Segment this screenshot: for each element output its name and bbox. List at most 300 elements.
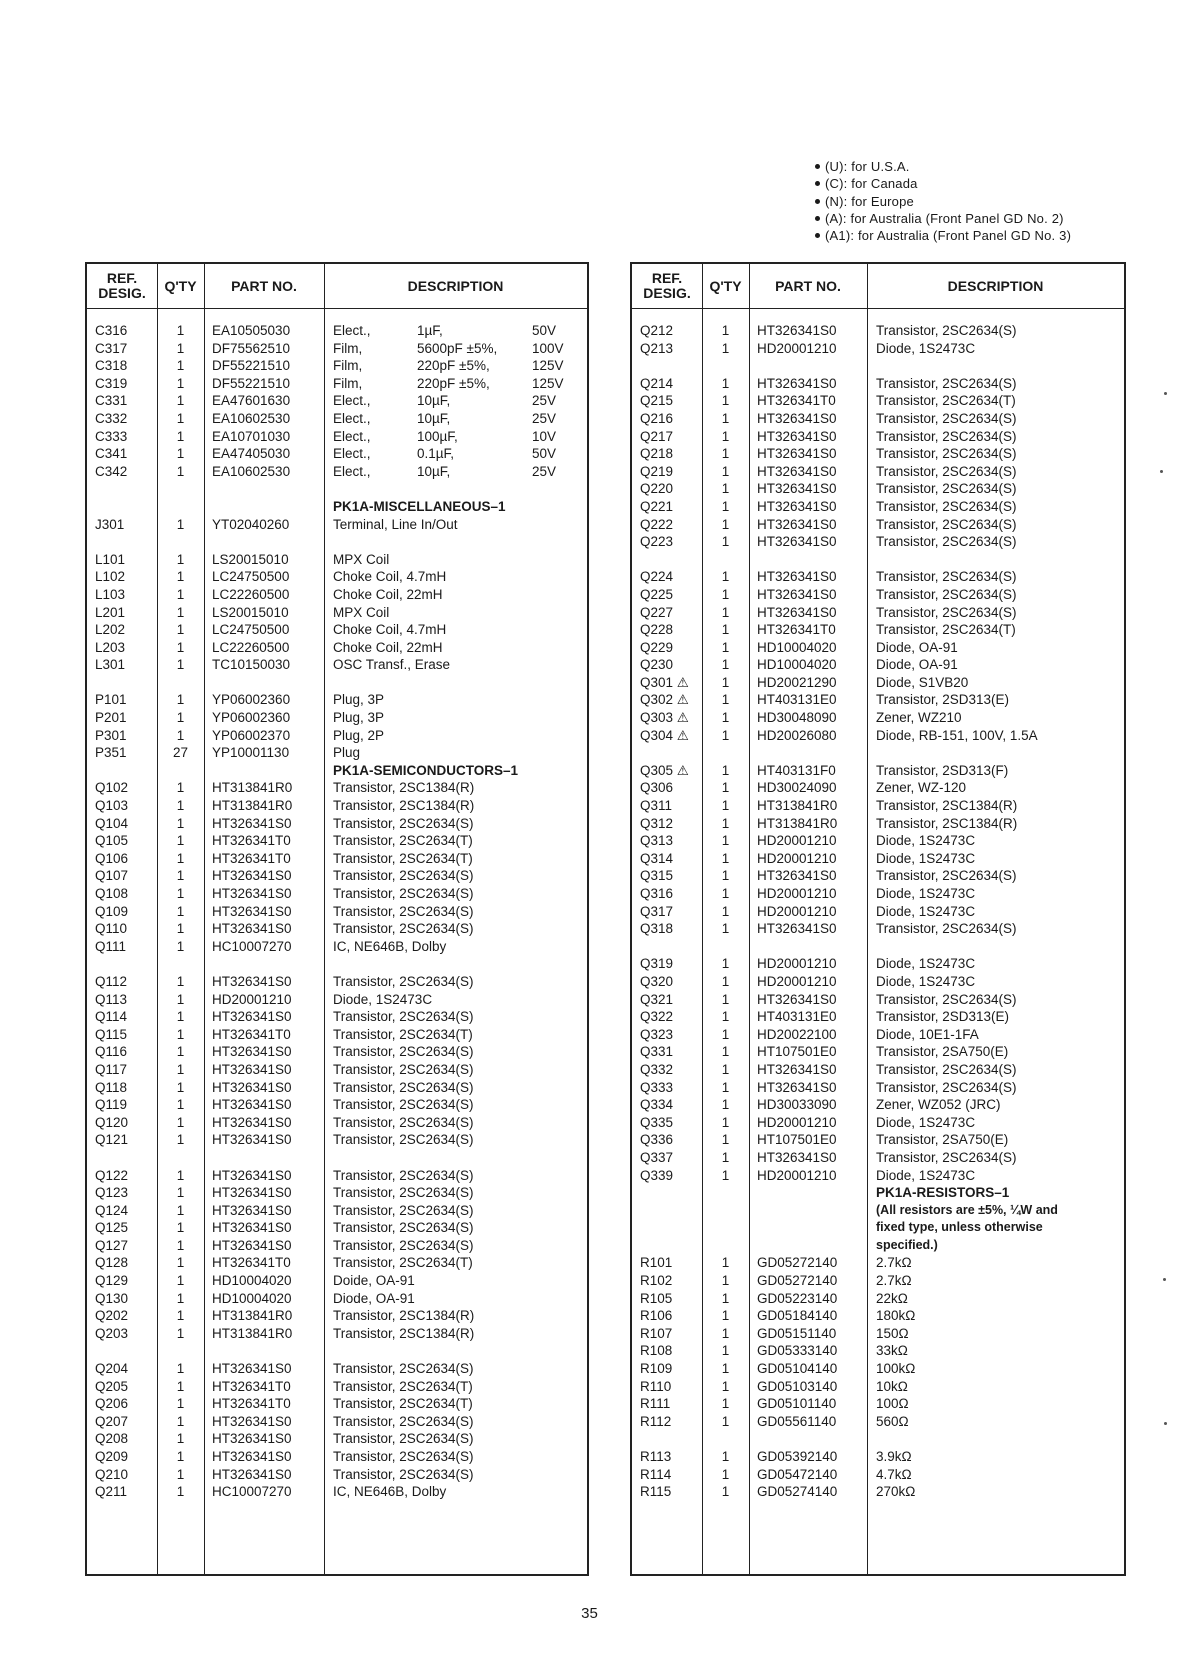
cell-part-no: LC22260500 (212, 586, 290, 602)
cell-qty: 1 (176, 639, 185, 655)
cell-qty: 1 (176, 1431, 185, 1447)
cell-ref-desig: R108 (640, 1343, 673, 1359)
cell-description: Elect., (333, 323, 371, 338)
cell-ref-desig: Q115 (95, 1026, 128, 1042)
cell-part-no: GD05472140 (757, 1466, 838, 1482)
cell-ref-desig: Q124 (95, 1202, 129, 1218)
cell-qty: 1 (721, 569, 730, 585)
cell-qty: 1 (176, 1378, 185, 1394)
cell-ref-desig: R102 (640, 1273, 673, 1289)
table-row (87, 340, 587, 358)
table-spacer-row (87, 674, 587, 692)
cell-ref-desig: P101 (95, 692, 127, 708)
table-spacer-row (87, 480, 587, 498)
cell-qty: 1 (176, 604, 185, 620)
cell-description: Zener, WZ052 (JRC) (876, 1097, 1001, 1113)
cell-ref-desig: R106 (640, 1308, 673, 1324)
cell-part-no: HT107501E0 (757, 1132, 837, 1148)
cell-ref-desig: Q212 (640, 323, 674, 338)
cell-qty: 1 (176, 710, 185, 726)
table-row (632, 1043, 1124, 1061)
cell-qty: 1 (721, 604, 730, 620)
table-row (87, 903, 587, 921)
cell-qty: 1 (176, 1220, 185, 1236)
table-row (632, 797, 1124, 815)
table-row (87, 1167, 587, 1185)
cell-ref-desig: L202 (95, 622, 126, 638)
cell-part-no: HT326341T0 (212, 833, 291, 849)
cell-part-no: LC22260500 (212, 639, 290, 655)
cell-qty: 1 (176, 1484, 185, 1500)
rows-left (87, 322, 587, 1501)
cell-ref-desig: Q203 (95, 1325, 129, 1341)
cell-part-no: HD30024090 (757, 780, 837, 796)
cell-description: Transistor, 2SC2634(S) (333, 921, 474, 937)
cell-rating: 25V (532, 463, 557, 479)
table-row (87, 1413, 587, 1431)
cell-part-no: HD20001210 (757, 956, 837, 972)
cell-qty: 1 (721, 340, 730, 356)
table-row (87, 1202, 587, 1220)
cell-part-no: HD10004020 (757, 657, 837, 673)
cell-qty: 1 (721, 903, 730, 919)
cell-ref-desig: L101 (95, 551, 126, 567)
table-row (632, 1378, 1124, 1396)
cell-part-no: HT313841R0 (212, 798, 293, 814)
cell-part-no: GD05223140 (757, 1290, 838, 1306)
cell-ref-desig: Q339 (640, 1167, 674, 1183)
cell-description: Transistor, 2SC1384(R) (333, 1325, 475, 1341)
table-row (632, 815, 1124, 833)
cell-part-no: GD05272140 (757, 1255, 838, 1271)
cell-description: fixed type, unless otherwise (876, 1220, 1043, 1235)
table-row (632, 392, 1124, 410)
cell-rating: 25V (532, 393, 557, 409)
cell-part-no: EA10505030 (212, 323, 291, 338)
cell-description: MPX Coil (333, 604, 390, 620)
cell-description: Transistor, 2SC2634(S) (876, 534, 1017, 550)
cell-qty: 1 (176, 1308, 185, 1324)
cell-qty: 1 (176, 323, 185, 338)
cell-part-no: HT326341S0 (212, 1431, 292, 1447)
cell-ref-desig: C332 (95, 410, 128, 426)
cell-qty: 1 (176, 1466, 185, 1482)
cell-part-no: HT326341S0 (757, 446, 837, 462)
cell-ref-desig: R107 (640, 1325, 673, 1341)
cell-description: Transistor, 2SC2634(S) (333, 1061, 474, 1077)
cell-description: Transistor, 2SC2634(S) (333, 1167, 474, 1183)
table-row (87, 1043, 587, 1061)
table-row (632, 568, 1124, 586)
table-row (632, 991, 1124, 1009)
cell-qty: 1 (176, 1079, 185, 1095)
cell-ref-desig: L301 (95, 657, 126, 673)
cell-description: Diode, 1S2473C (876, 850, 976, 866)
table-row (632, 1184, 1124, 1202)
cell-ref-desig: Q109 (95, 903, 129, 919)
cell-qty: 1 (176, 798, 185, 814)
cell-qty: 1 (721, 692, 730, 708)
cell-part-no: HT326341S0 (757, 991, 837, 1007)
cell-description: Transistor, 2SC2634(S) (876, 375, 1017, 391)
cell-value: 1µF, (417, 323, 443, 338)
cell-ref-desig: Q313 (640, 833, 674, 849)
rows-right (632, 322, 1124, 1501)
table-row (87, 586, 587, 604)
cell-description: 180kΩ (876, 1308, 916, 1324)
cell-ref-desig: Q217 (640, 428, 674, 444)
cell-ref-desig: Q102 (95, 780, 129, 796)
cell-qty: 1 (721, 639, 730, 655)
cell-part-no: HD20022100 (757, 1026, 837, 1042)
cell-description: PK1A-RESISTORS–1 (876, 1185, 1010, 1201)
cell-ref-desig: Q222 (640, 516, 674, 532)
cell-ref-desig: Q333 (640, 1079, 674, 1095)
cell-description: Diode, 1S2473C (876, 956, 976, 972)
table-row (632, 498, 1124, 516)
cell-ref-desig: R115 (640, 1484, 672, 1500)
table-row (632, 674, 1124, 692)
table-row (87, 1272, 587, 1290)
cell-description: Transistor, 2SA750(E) (876, 1132, 1009, 1148)
cell-qty: 1 (176, 938, 185, 954)
cell-qty: 1 (176, 973, 185, 989)
table-row (87, 410, 587, 428)
cell-description: Transistor, 2SC2634(S) (876, 1149, 1017, 1165)
cell-qty: 1 (176, 1361, 185, 1377)
cell-qty: 1 (721, 710, 730, 726)
cell-part-no: HD20026080 (757, 727, 837, 743)
cell-description: OSC Transf., Erase (333, 657, 451, 673)
table-row (87, 621, 587, 639)
cell-qty: 1 (176, 463, 185, 479)
cell-qty: 1 (176, 868, 185, 884)
table-row (87, 357, 587, 375)
cell-qty: 1 (176, 622, 185, 638)
cell-part-no: HT326341S0 (212, 815, 292, 831)
page-number: 35 (581, 1605, 598, 1622)
cell-description: Transistor, 2SC2634(S) (333, 1413, 474, 1429)
cell-part-no: GD05101140 (757, 1396, 837, 1412)
cell-qty: 1 (176, 886, 185, 901)
cell-qty: 1 (721, 1484, 730, 1500)
cell-description: Transistor, 2SC1384(R) (333, 780, 475, 796)
cell-part-no: HT326341S0 (212, 1132, 292, 1148)
cell-ref-desig: R110 (640, 1378, 672, 1394)
cell-ref-desig: Q317 (640, 903, 674, 919)
cell-description: Transistor, 2SC2634(S) (333, 886, 474, 901)
table-spacer-row (632, 357, 1124, 375)
cell-ref-desig: Q316 (640, 886, 674, 901)
bullet-icon (815, 181, 820, 186)
table-row (632, 867, 1124, 885)
cell-qty: 1 (176, 727, 185, 743)
cell-description: Transistor, 2SC2634(S) (333, 1185, 474, 1201)
cell-description: Transistor, 2SC2634(S) (876, 516, 1017, 532)
cell-qty: 1 (721, 1149, 730, 1165)
table-row (87, 1307, 587, 1325)
cell-ref-desig: Q113 (95, 991, 128, 1007)
cell-ref-desig: P301 (95, 727, 127, 743)
cell-description: specified.) (876, 1237, 938, 1252)
cell-ref-desig: Q331 (640, 1044, 674, 1060)
cell-qty: 1 (721, 323, 730, 338)
table-spacer-row (632, 551, 1124, 569)
cell-qty: 1 (721, 586, 730, 602)
table-row (87, 551, 587, 569)
table-row (87, 744, 587, 762)
header-description: DESCRIPTION (947, 277, 1044, 294)
cell-description: Transistor, 2SC2634(S) (876, 921, 1017, 937)
cell-ref-desig: Q319 (640, 956, 674, 972)
cell-description: Transistor, 2SC2634(S) (333, 1079, 474, 1095)
cell-ref-desig: Q228 (640, 622, 674, 638)
cell-description: Film, (333, 375, 363, 391)
cell-part-no: HT326341S0 (757, 569, 837, 585)
cell-ref-desig: Q205 (95, 1378, 129, 1394)
cell-description: 270kΩ (876, 1484, 916, 1500)
cell-ref-desig: Q206 (95, 1396, 129, 1412)
table-row (87, 1219, 587, 1237)
table-row (632, 1325, 1124, 1343)
table-row (87, 815, 587, 833)
cell-ref-desig: Q214 (640, 375, 674, 391)
parts-table-left (85, 262, 589, 1576)
cell-ref-desig: Q106 (95, 850, 129, 866)
cell-description: Diode, S1VB20 (876, 674, 969, 690)
cell-part-no: HT326341S0 (212, 868, 292, 884)
cell-description: Transistor, 2SC2634(S) (333, 815, 474, 831)
cell-ref-desig: Q209 (95, 1449, 129, 1464)
cell-ref-desig: Q105 (95, 833, 129, 849)
cell-ref-desig: Q122 (95, 1167, 129, 1183)
cell-ref-desig: Q213 (640, 340, 674, 356)
scan-speck (1160, 470, 1163, 473)
table-row (87, 1483, 587, 1501)
cell-part-no: EA10701030 (212, 428, 291, 444)
cell-part-no: GD05274140 (757, 1484, 838, 1500)
cell-qty: 27 (172, 745, 189, 761)
cell-description: Transistor, 2SC2634(S) (333, 1449, 474, 1464)
table-spacer-row (87, 1149, 587, 1167)
cell-description: Transistor, 2SC2634(S) (333, 1009, 474, 1025)
cell-part-no: HD20001210 (757, 850, 837, 866)
scan-speck (1164, 392, 1167, 395)
cell-qty: 1 (721, 1061, 730, 1077)
cell-part-no: HT326341S0 (757, 323, 837, 338)
cell-description: Transistor, 2SC2634(T) (333, 1026, 473, 1042)
cell-ref-desig: Q337 (640, 1149, 674, 1165)
cell-qty: 1 (721, 973, 730, 989)
cell-part-no: HT326341S0 (757, 516, 837, 532)
cell-ref-desig: Q111 (95, 938, 127, 954)
cell-part-no: HD10004020 (757, 639, 837, 655)
cell-ref-desig: P201 (95, 710, 127, 726)
table-row (87, 1061, 587, 1079)
cell-ref-desig: Q322 (640, 1009, 674, 1025)
cell-description: 22kΩ (876, 1290, 908, 1306)
cell-description: Elect., (333, 463, 371, 479)
cell-description: Diode, RB-151, 100V, 1.5A (876, 727, 1038, 743)
cell-part-no: GD05392140 (757, 1449, 838, 1464)
header-ref-desig: REF. DESIG. (643, 270, 691, 301)
cell-part-no: GD05184140 (757, 1308, 838, 1324)
cell-description: Transistor, 2SC2634(S) (333, 1237, 474, 1253)
cell-ref-desig: Q315 (640, 868, 674, 884)
table-row (87, 568, 587, 586)
cell-ref-desig: Q225 (640, 586, 674, 602)
cell-part-no: YP06002370 (212, 727, 291, 743)
table-row (632, 1114, 1124, 1132)
cell-ref-desig: Q219 (640, 463, 674, 479)
cell-description: Transistor, 2SC2634(S) (333, 1132, 474, 1148)
cell-part-no: HT326341S0 (212, 1413, 292, 1429)
cell-qty: 1 (176, 586, 185, 602)
table-row (87, 375, 587, 393)
cell-part-no: EA47601630 (212, 393, 291, 409)
cell-ref-desig: Q118 (95, 1079, 128, 1095)
cell-part-no: HD30033090 (757, 1097, 837, 1113)
cell-part-no: GD05103140 (757, 1378, 838, 1394)
cell-rating: 100V (532, 340, 564, 356)
cell-ref-desig: Q216 (640, 410, 674, 426)
table-row (632, 955, 1124, 973)
cell-part-no: HT326341S0 (212, 1466, 292, 1482)
cell-ref-desig: C331 (95, 393, 128, 409)
cell-ref-desig: L102 (95, 569, 126, 585)
cell-description: Transistor, 2SC2634(T) (333, 833, 473, 849)
cell-description: Elect., (333, 410, 371, 426)
legend-item: (U): for U.S.A. (815, 158, 1071, 175)
table-row (87, 867, 587, 885)
cell-ref-desig: Q305 ⚠ (640, 762, 689, 778)
cell-qty: 1 (176, 446, 185, 462)
cell-description: Film, (333, 340, 363, 356)
cell-part-no: YT02040260 (212, 516, 290, 532)
cell-description: Diode, 10E1-1FA (876, 1026, 979, 1042)
cell-qty: 1 (721, 657, 730, 673)
cell-qty: 1 (721, 1026, 730, 1042)
table-spacer-row (87, 533, 587, 551)
cell-description: 100Ω (876, 1396, 909, 1412)
cell-ref-desig: Q130 (95, 1290, 129, 1306)
scan-speck (1164, 1422, 1167, 1425)
cell-part-no: EA47405030 (212, 446, 291, 462)
cell-description: Diode, OA-91 (333, 1290, 415, 1306)
cell-part-no: HC10007270 (212, 938, 292, 954)
cell-value: 0.1µF, (417, 446, 455, 462)
cell-ref-desig: Q123 (95, 1185, 129, 1201)
cell-qty: 1 (721, 780, 730, 796)
cell-qty: 1 (721, 410, 730, 426)
cell-ref-desig: Q208 (95, 1431, 129, 1447)
cell-description: Transistor, 2SC2634(S) (876, 991, 1017, 1007)
cell-part-no: HT403131E0 (757, 1009, 837, 1025)
bullet-icon (815, 233, 820, 238)
cell-ref-desig: Q107 (95, 868, 129, 884)
cell-description: Transistor, 2SC2634(S) (333, 1044, 474, 1060)
cell-description: Elect., (333, 428, 371, 444)
cell-description: Transistor, 2SD313(E) (876, 692, 1010, 708)
cell-part-no: HD20001210 (757, 886, 837, 901)
table-spacer-row (87, 1342, 587, 1360)
header-divider (87, 308, 587, 309)
cell-ref-desig: Q110 (95, 921, 128, 937)
cell-qty: 1 (176, 1167, 185, 1183)
cell-description: Transistor, 2SC2634(S) (333, 1202, 474, 1218)
table-row (632, 1272, 1124, 1290)
cell-part-no: HT326341S0 (757, 1079, 837, 1095)
cell-description: PK1A-SEMICONDUCTORS–1 (333, 762, 519, 778)
cell-description: MPX Coil (333, 551, 390, 567)
cell-part-no: HD20001210 (757, 1114, 837, 1130)
table-row (87, 1448, 587, 1466)
table-row (632, 1202, 1124, 1220)
cell-qty: 1 (176, 358, 185, 374)
cell-part-no: HT326341T0 (212, 1378, 291, 1394)
table-row (87, 1290, 587, 1308)
table-row (632, 1483, 1124, 1501)
cell-part-no: HT326341T0 (757, 622, 836, 638)
cell-part-no: HT403131F0 (757, 762, 836, 778)
cell-part-no: HT326341S0 (212, 1167, 292, 1183)
cell-ref-desig: C341 (95, 446, 128, 462)
cell-qty: 1 (721, 727, 730, 743)
cell-ref-desig: Q223 (640, 534, 674, 550)
cell-qty: 1 (721, 1413, 730, 1429)
cell-part-no: YP06002360 (212, 710, 291, 726)
cell-part-no: HT326341S0 (757, 868, 837, 884)
cell-qty: 1 (176, 780, 185, 796)
cell-part-no: HT326341T0 (212, 1026, 291, 1042)
cell-qty: 1 (721, 446, 730, 462)
cell-description: Transistor, 2SC1384(R) (333, 1308, 475, 1324)
cell-description: Elect., (333, 393, 371, 409)
cell-part-no: HT326341S0 (212, 1097, 292, 1113)
cell-qty: 1 (176, 850, 185, 866)
table-row (632, 1167, 1124, 1185)
cell-part-no: HT326341S0 (757, 534, 837, 550)
cell-description: Transistor, 2SC2634(S) (333, 1097, 474, 1113)
table-row (632, 1149, 1124, 1167)
cell-part-no: DF55221510 (212, 358, 291, 374)
cell-part-no: HT326341S0 (212, 1061, 292, 1077)
table-row (87, 1360, 587, 1378)
cell-part-no: HT326341S0 (212, 1079, 292, 1095)
cell-part-no: HT326341S0 (757, 498, 837, 514)
table-row (87, 1395, 587, 1413)
table-row (632, 709, 1124, 727)
cell-part-no: LS20015010 (212, 551, 289, 567)
cell-ref-desig: Q210 (95, 1466, 129, 1482)
cell-qty: 1 (176, 1026, 185, 1042)
table-row (632, 779, 1124, 797)
cell-ref-desig: Q117 (95, 1061, 128, 1077)
cell-qty: 1 (176, 903, 185, 919)
table-row (632, 1448, 1124, 1466)
cell-part-no: DF55221510 (212, 375, 291, 391)
cell-qty: 1 (176, 921, 185, 937)
cell-part-no: HT326341T0 (757, 393, 836, 409)
cell-description: (All resistors are ±5%, ¼W and (876, 1202, 1058, 1217)
cell-description: 10kΩ (876, 1378, 908, 1394)
cell-ref-desig: Q218 (640, 446, 674, 462)
cell-qty: 1 (721, 1009, 730, 1025)
cell-qty: 1 (721, 481, 730, 497)
cell-part-no: HT326341T0 (212, 1255, 291, 1271)
cell-part-no: HT326341S0 (212, 1361, 292, 1377)
table-row (87, 1131, 587, 1149)
